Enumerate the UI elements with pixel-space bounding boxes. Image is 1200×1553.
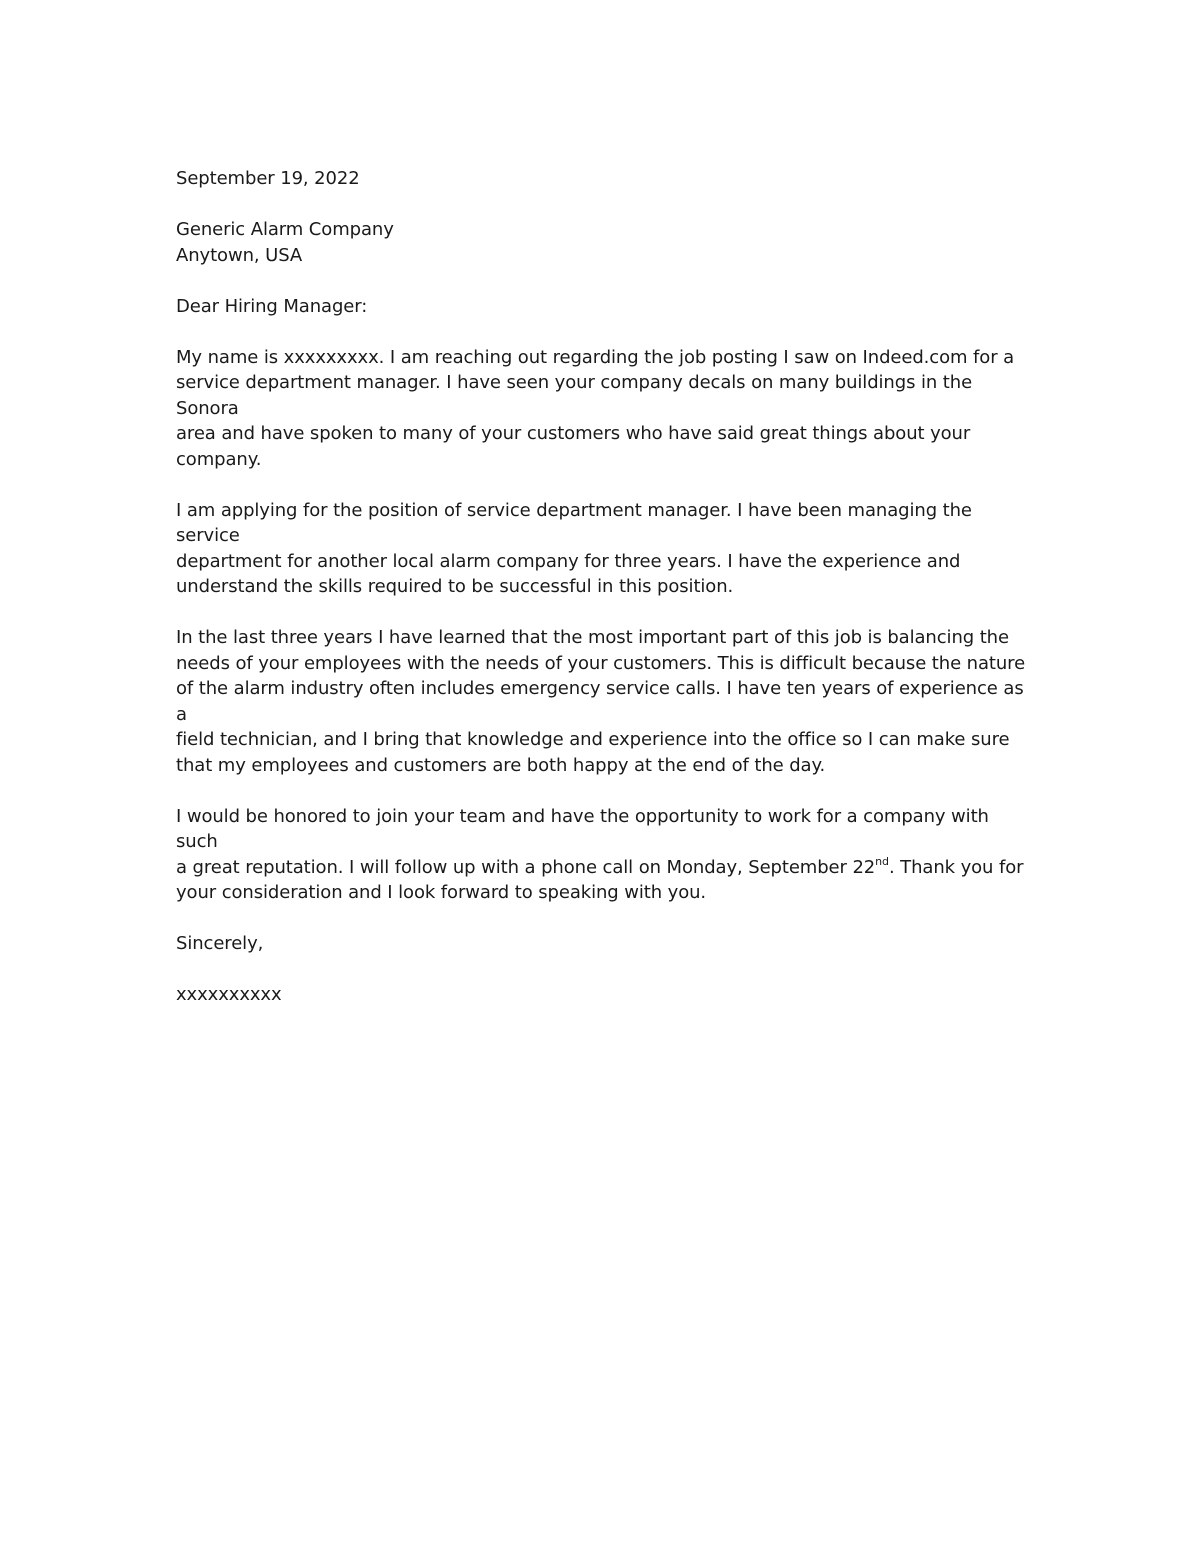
body-paragraph-2: I am applying for the position of service department manager. I have been managing the service department for another local alarm company for three years. I have the experience and understand the skills required to be successful in this position. bbox=[176, 499, 972, 597]
signature: xxxxxxxxxx bbox=[176, 984, 282, 1005]
salutation: Dear Hiring Manager: bbox=[176, 295, 368, 317]
body-paragraph-1: My name is xxxxxxxxx. I am reaching out regarding the job posting I saw on Indeed.com for a service department manager. I have seen your company decals on many buildings in the Sonora area and have spoken to many of your customers who have said great things about your company. bbox=[176, 346, 1015, 470]
body-paragraph-4-part-1: I would be honored to join your team and have the opportunity to work for a company with such a great reputation. I will follow up with a phone call on Monday, September 22 bbox=[176, 805, 989, 878]
recipient-location: Anytown, USA bbox=[176, 244, 303, 266]
closing: Sincerely, bbox=[176, 933, 264, 954]
recipient-company: Generic Alarm Company bbox=[176, 219, 394, 240]
cover-letter bbox=[176, 166, 1036, 1033]
body-paragraph-4-part-2: . Thank you for your consideration and I look forward to speaking with you. bbox=[176, 856, 1024, 903]
body-paragraph-3: In the last three years I have learned that the most important part of this job is balancing the needs of your employees with the needs of your customers. This is difficult because the nature of the alarm industry often includes emergency service calls. I have ten years of experience as a field technician, and I bring that knowledge and experience into the office so I can make sure that my employees and customers are both happy at the end of the day. bbox=[176, 627, 1026, 776]
ordinal-suffix: nd bbox=[875, 854, 889, 868]
letter-date: September 19, 2022 bbox=[176, 168, 360, 189]
body-paragraph-4 bbox=[176, 804, 1036, 906]
